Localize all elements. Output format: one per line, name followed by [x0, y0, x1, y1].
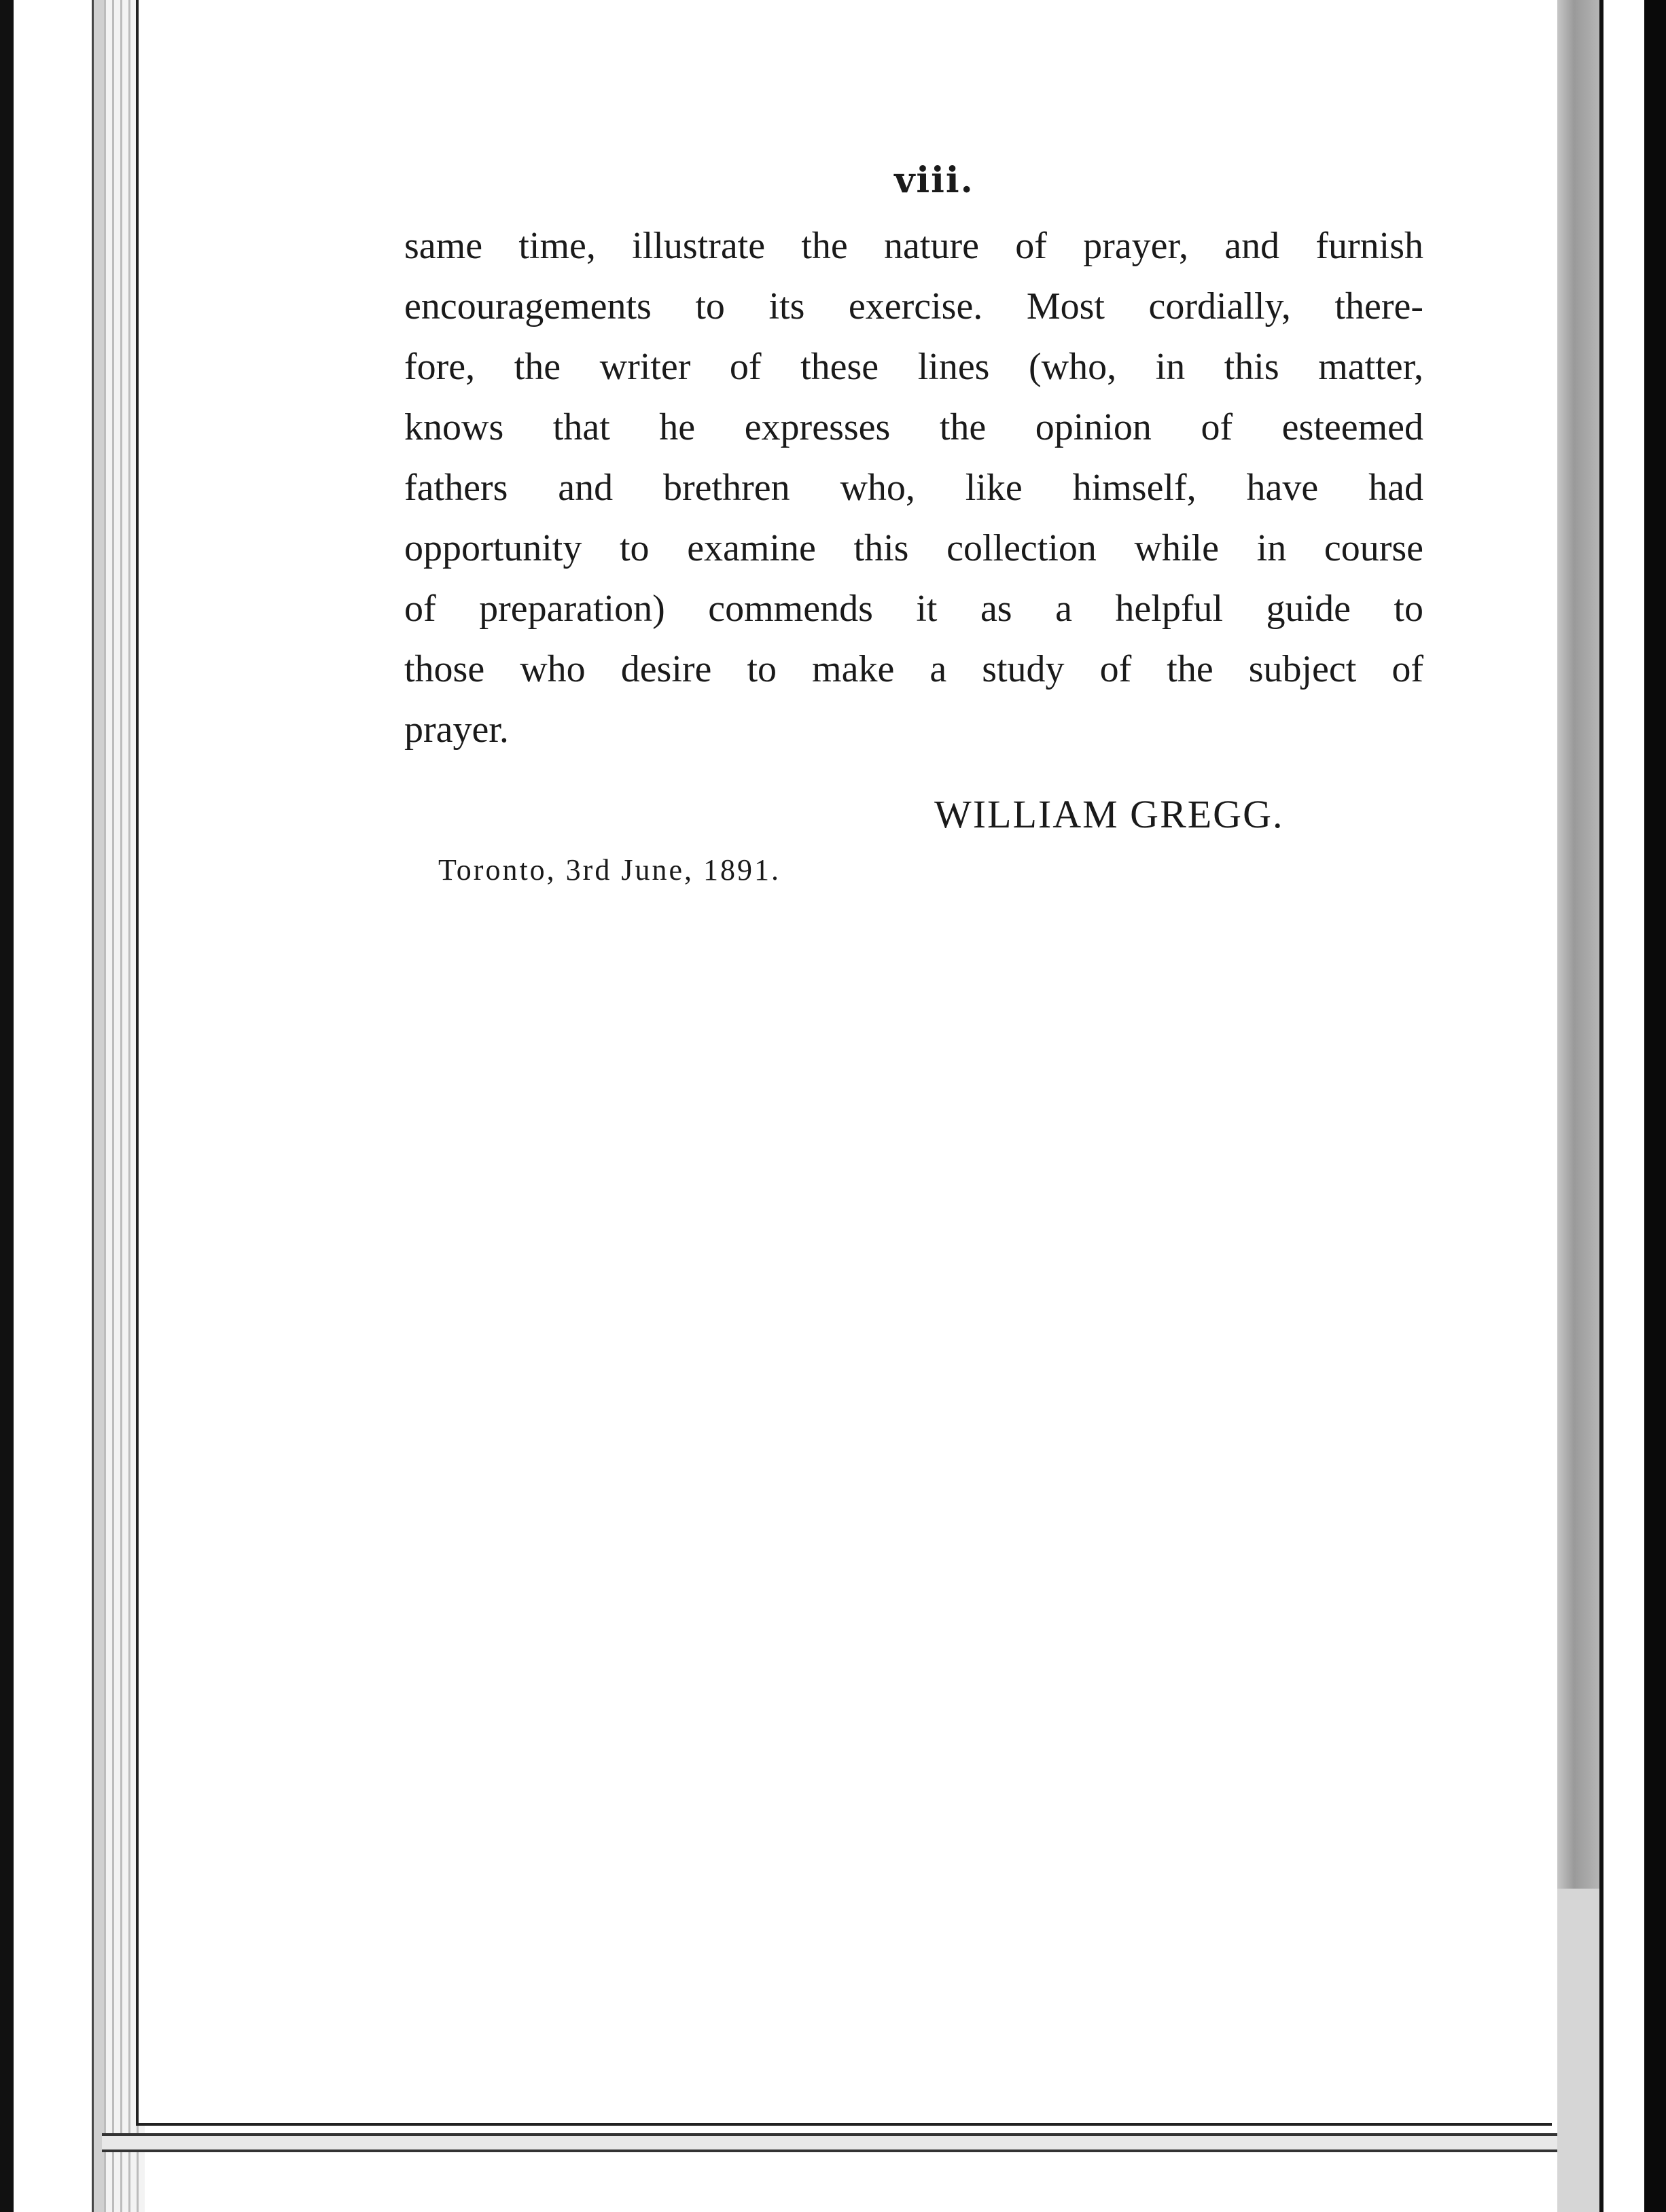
text-line: prayer. [404, 709, 509, 751]
scan-right-border [1644, 0, 1666, 2212]
scan-left-border [0, 0, 14, 2212]
text-line: opportunity to examine this collection while in course [404, 527, 1423, 569]
text-line: same time, illustrate the nature of prayer, and furnish [404, 225, 1423, 267]
facing-page-edge [1557, 0, 1599, 2212]
text-line: of preparation) commends it as a helpful guide to [404, 588, 1423, 630]
text-line: knows that he expresses the opinion of esteemed [404, 406, 1423, 448]
facing-page-edge-lower [1557, 1889, 1599, 2212]
text-line: fore, the writer of these lines (who, in this matter, [404, 346, 1423, 388]
text-line: fathers and brethren who, like himself, have had [404, 467, 1423, 509]
page-bottom-edge [102, 2133, 1583, 2152]
page-number: viii. [894, 160, 974, 201]
text-line: encouragements to its exercise. Most cordially, there- [404, 285, 1423, 327]
body-paragraph [404, 216, 1423, 760]
place-date-line: Toronto, 3rd June, 1891. [438, 853, 781, 887]
author-signature: WILLIAM GREGG. [934, 792, 1284, 836]
text-line: those who desire to make a study of the subject of [404, 648, 1423, 690]
